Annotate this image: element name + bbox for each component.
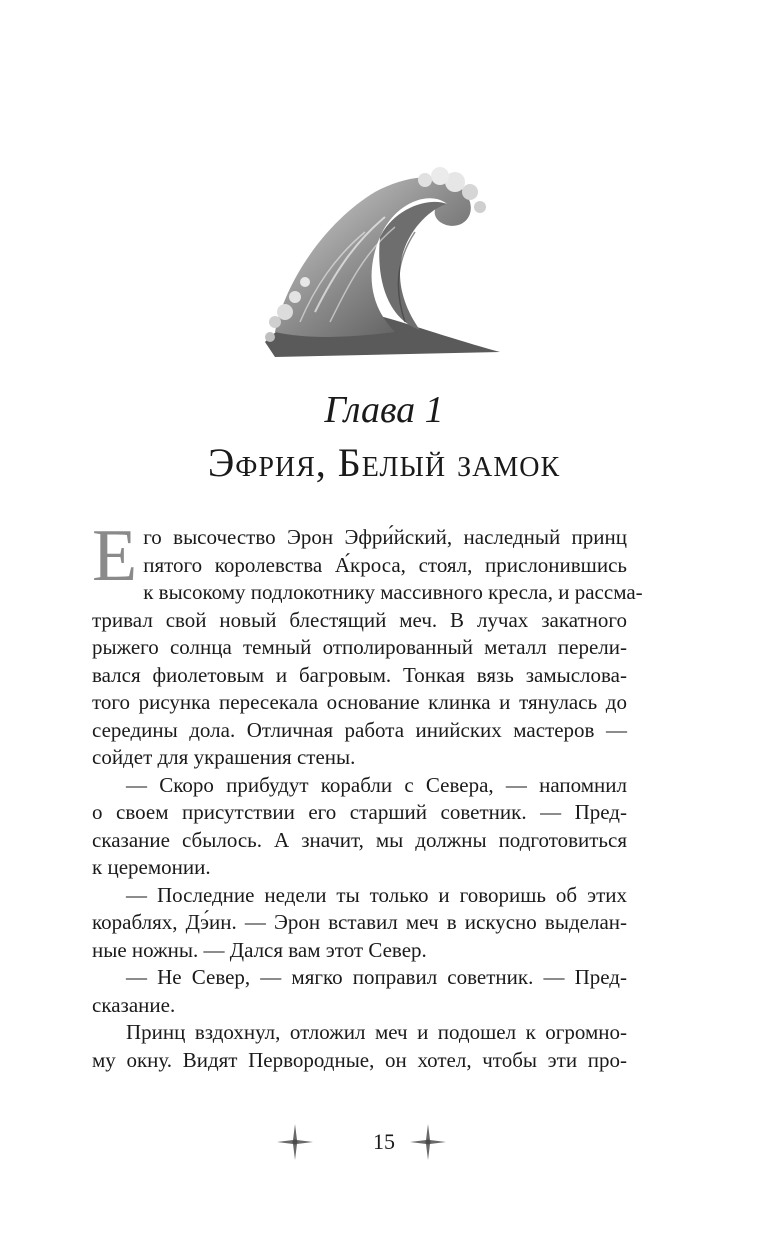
text-line: сойдет для украшения стены. — [92, 745, 356, 769]
text-lines — [92, 515, 643, 1074]
text-line: к высокому подлокотнику массивного кресла, и рассма- — [143, 580, 643, 604]
body-text — [92, 515, 643, 1074]
text-line: — Скоро прибудут корабли с Севера, — напомнил — [126, 772, 627, 797]
text-line: к церемонии. — [92, 855, 211, 879]
wave-illustration — [255, 162, 505, 362]
page-footer — [0, 1122, 768, 1162]
chapter-title: Эфрия, Белый замок — [207, 440, 561, 485]
page-number: 15 — [373, 1129, 395, 1154]
sparkle-star-icon — [408, 1122, 448, 1162]
text-line: Принц вздохнул, отложил меч и подошел к огромно- — [126, 1020, 627, 1044]
text-line: вался фиолетовым и багровым. Тонкая вязь замыслова- — [92, 662, 627, 687]
text-line: сказание сбылось. А значит, мы должны подготовиться — [92, 827, 627, 852]
chapter-number: Глава 1 — [324, 389, 444, 431]
text-line: му окну. Видят Первородные, он хотел, чтобы эти про- — [92, 1047, 627, 1072]
text-line: го высочество Эрон Эфри́йский, наследный принц — [143, 525, 627, 549]
drop-cap: Е — [92, 515, 138, 597]
text-line: сказание. — [92, 992, 176, 1017]
text-line: ные ножны. — Дался вам этот Север. — [92, 937, 427, 962]
text-line: середины дола. Отличная работа инийских мастеров — — [92, 717, 627, 742]
text-line: кораблях, Дэ́ин. — Эрон вставил меч в искусно выделан- — [92, 910, 627, 934]
text-line: о своем присутствии его старший советник. — Пред- — [92, 800, 627, 824]
text-line: того рисунка пересекала основание клинка и тянулась до — [92, 690, 627, 714]
text-line: — Последние недели ты только и говоришь об этих — [126, 882, 627, 907]
text-line: рыжего солнца темный отполированный металл перели- — [92, 635, 627, 659]
text-line: пятого королевства А́кроса, стоял, прислонившись — [143, 552, 627, 577]
text-line: тривал свой новый блестящий меч. В лучах закатного — [92, 607, 627, 632]
text-line: — Не Север, — мягко поправил советник. — Пред- — [126, 965, 627, 989]
